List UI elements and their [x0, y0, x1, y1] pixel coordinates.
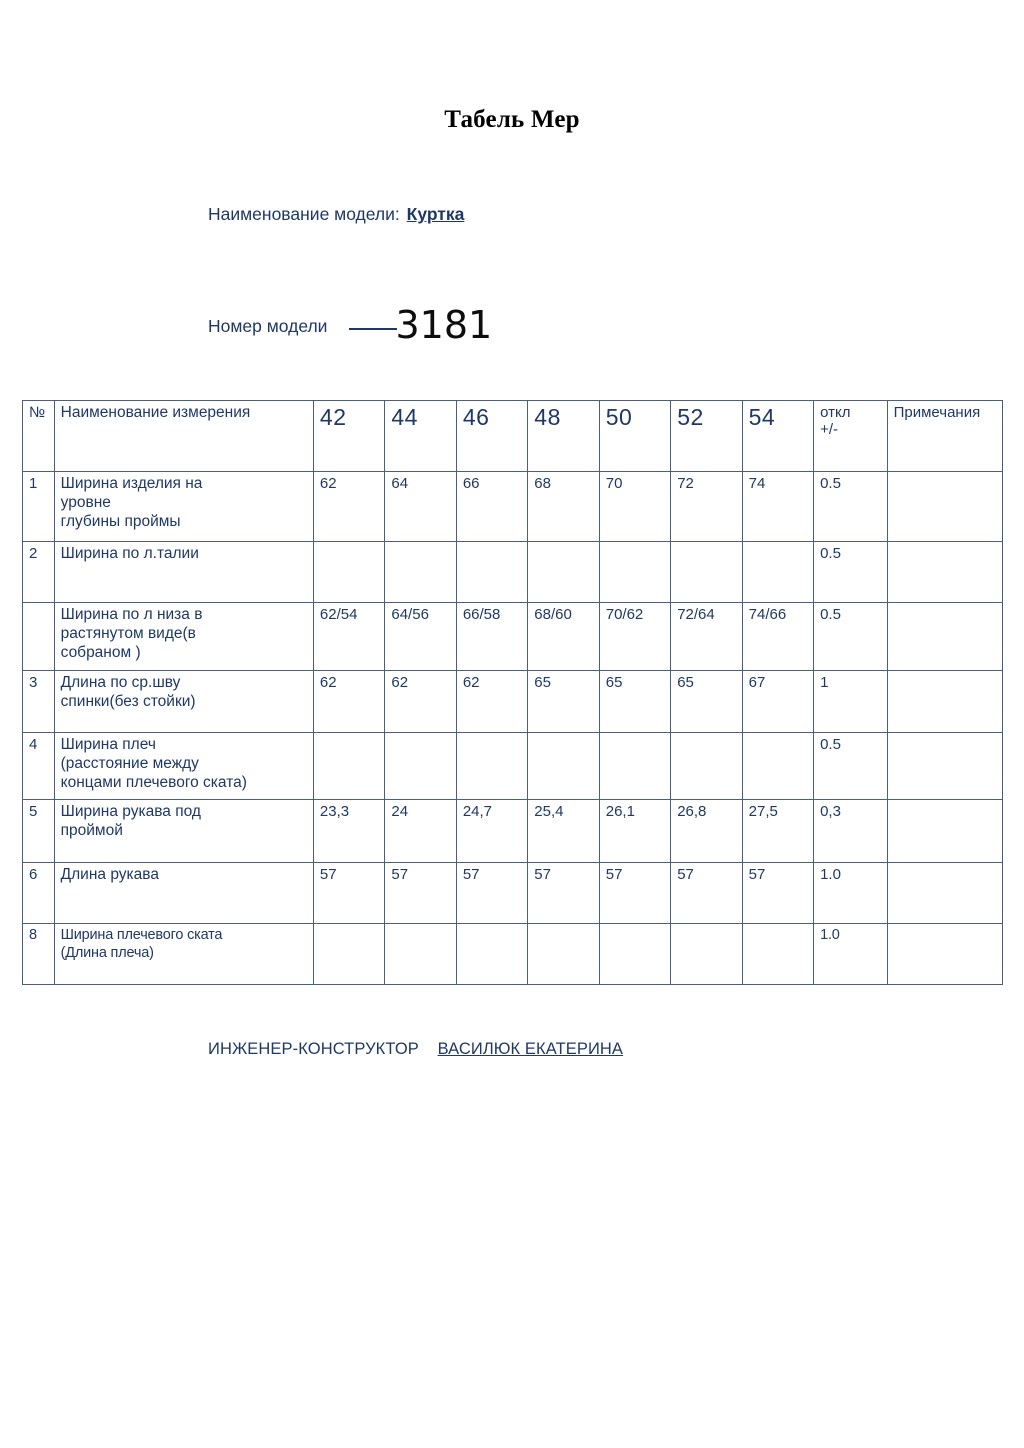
row-name-line: (расстояние между [60, 754, 199, 772]
cell-size-42: 57 [313, 863, 384, 924]
cell-size-48: 68 [528, 472, 599, 542]
model-name-label: Наименование модели: [208, 204, 400, 224]
table-header-row [23, 401, 1003, 472]
header-size-48: 48 [528, 401, 599, 472]
header-measure-name: Наименование измерения [54, 401, 313, 472]
cell-size-48: 57 [528, 863, 599, 924]
header-size-54: 54 [742, 401, 813, 472]
cell-size-54 [742, 924, 813, 985]
row-name-line: растянутом виде(в [60, 624, 196, 642]
cell-size-52 [671, 733, 742, 800]
cell-size-44 [385, 733, 456, 800]
row-name-line: Ширина изделия на [60, 475, 203, 492]
engineer-signature-line [208, 1040, 623, 1059]
cell-tolerance: 0.5 [814, 733, 888, 800]
cell-tolerance: 0.5 [814, 603, 888, 671]
table-row [23, 800, 1003, 863]
cell-note [887, 863, 1002, 924]
cell-size-48 [528, 924, 599, 985]
cell-size-54 [742, 733, 813, 800]
row-name [54, 603, 313, 671]
table-row [23, 671, 1003, 733]
header-size-46: 46 [456, 401, 527, 472]
cell-size-44: 62 [385, 671, 456, 733]
header-size-50: 50 [599, 401, 670, 472]
header-size-44: 44 [385, 401, 456, 472]
header-size-42: 42 [313, 401, 384, 472]
row-name [54, 671, 313, 733]
cell-size-50 [599, 733, 670, 800]
cell-size-50 [599, 924, 670, 985]
model-number-underline [349, 328, 397, 330]
cell-size-48 [528, 542, 599, 603]
row-number: 8 [23, 924, 55, 985]
cell-size-54: 67 [742, 671, 813, 733]
row-name-line: спинки(без стойки) [60, 692, 196, 710]
row-name-line: Ширина плечевого ската [60, 927, 223, 943]
cell-size-44: 64/56 [385, 603, 456, 671]
table-row [23, 603, 1003, 671]
row-name-line: Ширина по л низа в [60, 606, 203, 623]
cell-note [887, 800, 1002, 863]
cell-size-52: 26,8 [671, 800, 742, 863]
cell-size-50 [599, 542, 670, 603]
cell-size-52 [671, 542, 742, 603]
model-number-line [208, 300, 493, 347]
cell-size-46: 24,7 [456, 800, 527, 863]
row-name [54, 924, 313, 985]
cell-tolerance: 0,3 [814, 800, 888, 863]
cell-note [887, 924, 1002, 985]
row-number: 3 [23, 671, 55, 733]
row-name [54, 863, 313, 924]
cell-size-46: 62 [456, 671, 527, 733]
cell-size-50: 26,1 [599, 800, 670, 863]
cell-size-42 [313, 542, 384, 603]
header-tolerance-line1: откл [820, 404, 851, 421]
row-name-line: Ширина рукава под [60, 803, 201, 820]
cell-note [887, 671, 1002, 733]
row-number: 6 [23, 863, 55, 924]
cell-size-52: 72/64 [671, 603, 742, 671]
cell-size-54: 74 [742, 472, 813, 542]
engineer-name: ВАСИЛЮК ЕКАТЕРИНА [437, 1040, 624, 1058]
header-number: № [23, 401, 55, 472]
cell-size-42 [313, 924, 384, 985]
row-number: 5 [23, 800, 55, 863]
row-name-line: собраном ) [60, 643, 141, 661]
cell-tolerance: 1.0 [814, 863, 888, 924]
cell-size-48 [528, 733, 599, 800]
cell-size-54 [742, 542, 813, 603]
cell-size-52 [671, 924, 742, 985]
cell-size-46 [456, 542, 527, 603]
cell-tolerance: 1 [814, 671, 888, 733]
cell-size-44: 64 [385, 472, 456, 542]
row-name [54, 800, 313, 863]
table-row [23, 542, 1003, 603]
measurements-table [22, 400, 1003, 985]
model-name-value: Куртка [406, 204, 465, 224]
row-name-line: Длина рукава [60, 866, 159, 883]
row-name-line: концами плечевого ската) [60, 773, 247, 791]
cell-size-54: 74/66 [742, 603, 813, 671]
cell-size-44: 24 [385, 800, 456, 863]
cell-tolerance: 1.0 [814, 924, 888, 985]
cell-size-42: 62/54 [313, 603, 384, 671]
cell-size-44: 57 [385, 863, 456, 924]
row-number [23, 603, 55, 671]
row-name-line: (Длина плеча) [60, 944, 154, 961]
cell-size-52: 65 [671, 671, 742, 733]
model-number-label: Номер модели [208, 316, 328, 336]
row-name-line: проймой [60, 821, 123, 839]
table-row [23, 924, 1003, 985]
row-name [54, 472, 313, 542]
cell-size-42: 62 [313, 472, 384, 542]
model-name-line [208, 204, 464, 225]
row-name-line: глубины проймы [60, 512, 181, 530]
row-name-line: Ширина плеч [60, 736, 156, 753]
cell-size-44 [385, 542, 456, 603]
cell-size-54: 27,5 [742, 800, 813, 863]
cell-size-42: 62 [313, 671, 384, 733]
cell-size-52: 72 [671, 472, 742, 542]
cell-size-46: 57 [456, 863, 527, 924]
cell-note [887, 542, 1002, 603]
table-row [23, 863, 1003, 924]
row-number: 4 [23, 733, 55, 800]
row-name-line: Ширина по л.талии [60, 545, 199, 562]
model-number-value: 3181 [395, 303, 493, 347]
cell-tolerance: 0.5 [814, 472, 888, 542]
cell-size-50: 70 [599, 472, 670, 542]
cell-size-50: 57 [599, 863, 670, 924]
cell-size-52: 57 [671, 863, 742, 924]
cell-size-48: 25,4 [528, 800, 599, 863]
row-name [54, 733, 313, 800]
cell-note [887, 603, 1002, 671]
cell-size-50: 65 [599, 671, 670, 733]
table-row [23, 472, 1003, 542]
cell-size-54: 57 [742, 863, 813, 924]
cell-size-46: 66 [456, 472, 527, 542]
header-tolerance-line2: +/- [820, 421, 839, 439]
cell-size-46: 66/58 [456, 603, 527, 671]
cell-size-46 [456, 924, 527, 985]
cell-size-48: 68/60 [528, 603, 599, 671]
cell-size-46 [456, 733, 527, 800]
cell-tolerance: 0.5 [814, 542, 888, 603]
row-number: 1 [23, 472, 55, 542]
cell-note [887, 733, 1002, 800]
header-size-52: 52 [671, 401, 742, 472]
cell-size-44 [385, 924, 456, 985]
engineer-label: ИНЖЕНЕР-КОНСТРУКТОР [208, 1040, 419, 1058]
header-note: Примечания [887, 401, 1002, 472]
table-body [23, 401, 1003, 985]
cell-size-42: 23,3 [313, 800, 384, 863]
table-row [23, 733, 1003, 800]
row-name-line: Длина по ср.шву [60, 674, 181, 691]
header-tolerance [814, 401, 888, 472]
cell-size-42 [313, 733, 384, 800]
row-name [54, 542, 313, 603]
row-number: 2 [23, 542, 55, 603]
cell-size-48: 65 [528, 671, 599, 733]
cell-size-50: 70/62 [599, 603, 670, 671]
row-name-line: уровне [60, 493, 111, 511]
page-title: Табель Мер [444, 106, 580, 133]
cell-note [887, 472, 1002, 542]
